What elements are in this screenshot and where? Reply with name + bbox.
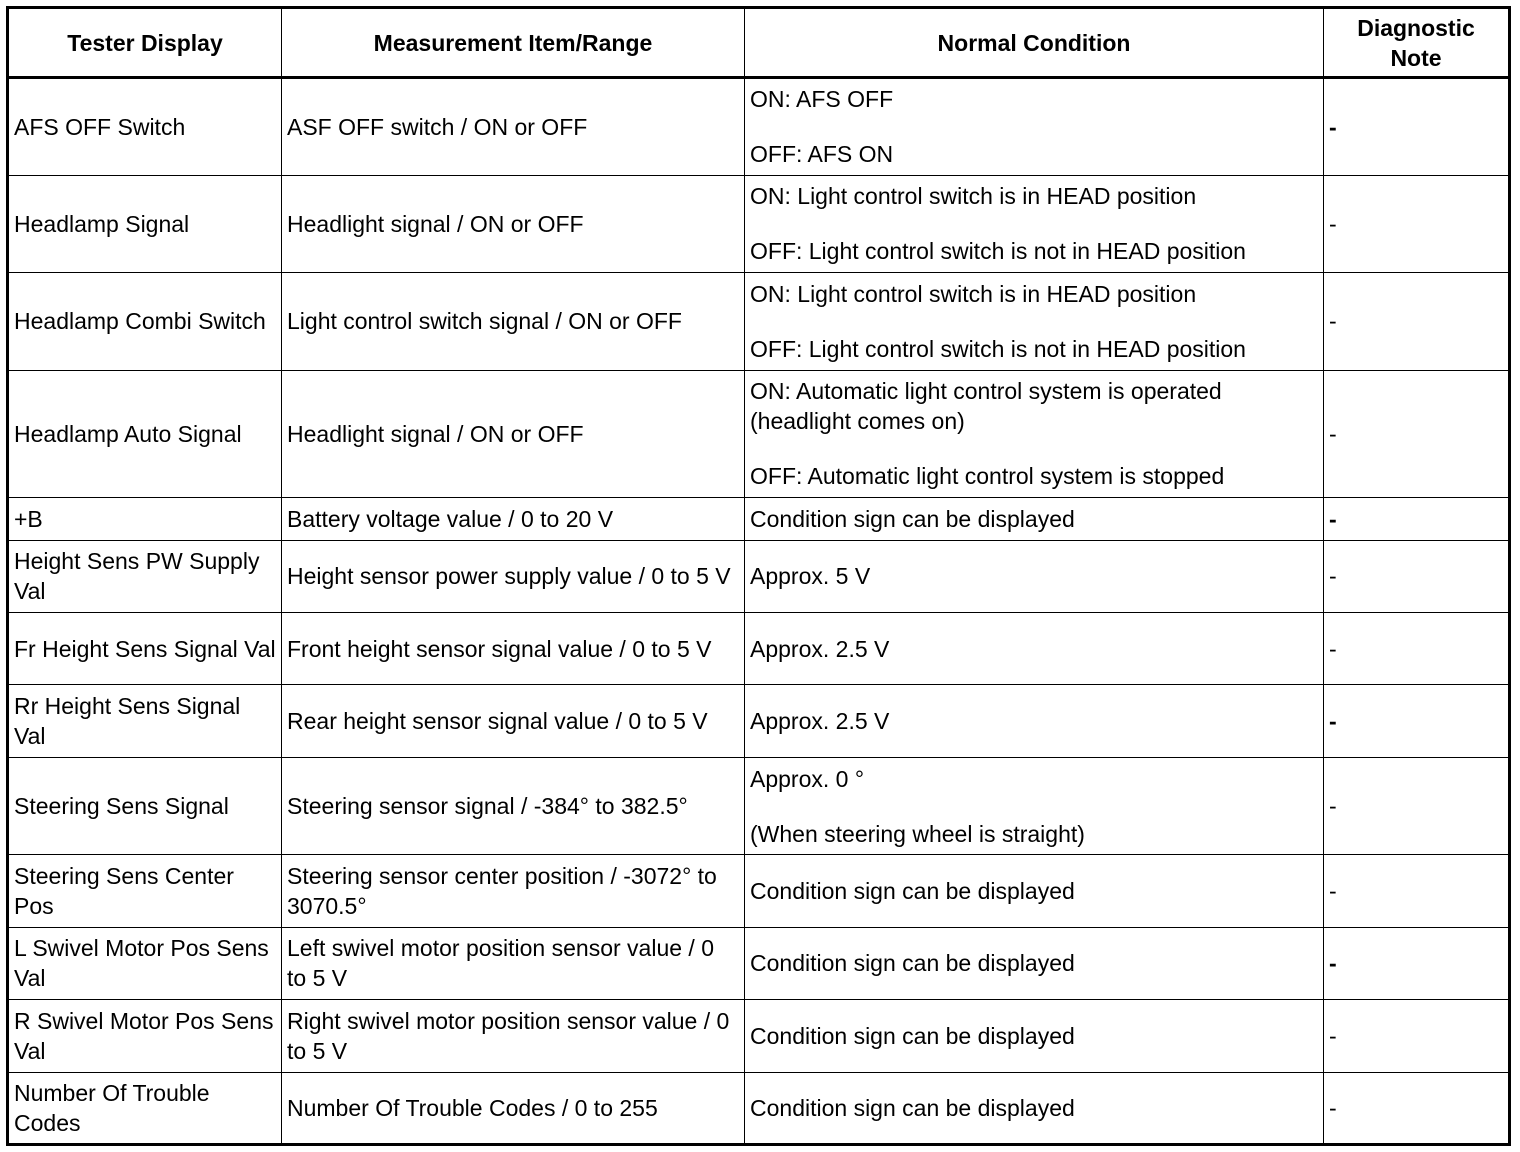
normal-condition-cell (745, 273, 1324, 371)
table-row (8, 927, 1510, 999)
condition-line: (When steering wheel is straight) (750, 820, 1085, 847)
header-row (8, 8, 1510, 78)
diagnostic-note-cell: - (1324, 370, 1510, 498)
measurement-cell: Battery voltage value / 0 to 20 V (282, 498, 745, 540)
condition-line: Approx. 0 ° (750, 765, 865, 792)
measurement-cell: Left swivel motor position sensor value / 0 to 5 V (282, 927, 745, 999)
tester-display-cell: Headlamp Signal (8, 175, 282, 273)
condition-line: Approx. 2.5 V (750, 635, 890, 662)
condition-line: ON: Light control switch is in HEAD position (750, 183, 1197, 210)
tester-display-cell: L Swivel Motor Pos Sens Val (8, 927, 282, 999)
tester-display-cell: Steering Sens Center Pos (8, 855, 282, 927)
normal-condition-cell (745, 855, 1324, 927)
normal-condition-cell (745, 612, 1324, 684)
normal-condition-cell (745, 757, 1324, 855)
condition-line: ON: Automatic light control system is operated (headlight comes on) (750, 378, 1222, 435)
tester-display-cell: Steering Sens Signal (8, 757, 282, 855)
diagnostic-note-cell: - (1324, 927, 1510, 999)
table-row (8, 1072, 1510, 1144)
condition-line: ON: AFS OFF (750, 86, 894, 113)
condition-line: Condition sign can be displayed (750, 505, 1075, 532)
measurement-cell: Light control switch signal / ON or OFF (282, 273, 745, 371)
table-row (8, 498, 1510, 540)
normal-condition-cell (745, 927, 1324, 999)
condition-line: Approx. 2.5 V (750, 708, 890, 735)
table-row (8, 685, 1510, 757)
header-diagnostic-note: Diagnostic Note (1324, 8, 1510, 78)
tester-display-cell: Rr Height Sens Signal Val (8, 685, 282, 757)
condition-line: OFF: Automatic light control system is stopped (750, 463, 1225, 490)
diagnostic-note-cell: - (1324, 540, 1510, 612)
tester-display-cell: R Swivel Motor Pos Sens Val (8, 1000, 282, 1072)
condition-line: OFF: Light control switch is not in HEAD position (750, 238, 1246, 265)
diagnostic-note-cell: - (1324, 498, 1510, 540)
diagnostic-note-cell: - (1324, 175, 1510, 273)
header-normal-condition: Normal Condition (745, 8, 1324, 78)
measurement-cell: Front height sensor signal value / 0 to 5 V (282, 612, 745, 684)
table-row (8, 78, 1510, 176)
condition-line: Condition sign can be displayed (750, 950, 1075, 977)
diagnostic-note-cell: - (1324, 1072, 1510, 1144)
diagnostic-note-cell: - (1324, 612, 1510, 684)
normal-condition-cell (745, 1072, 1324, 1144)
table-row (8, 273, 1510, 371)
condition-line: Condition sign can be displayed (750, 1094, 1075, 1121)
condition-line: OFF: AFS ON (750, 141, 894, 168)
measurement-cell: Headlight signal / ON or OFF (282, 175, 745, 273)
table-row (8, 612, 1510, 684)
measurement-cell: ASF OFF switch / ON or OFF (282, 78, 745, 176)
measurement-cell: Height sensor power supply value / 0 to 5 V (282, 540, 745, 612)
normal-condition-cell (745, 370, 1324, 498)
diagnostic-note-cell: - (1324, 1000, 1510, 1072)
normal-condition-cell (745, 498, 1324, 540)
table-row (8, 855, 1510, 927)
tester-display-cell: Headlamp Auto Signal (8, 370, 282, 498)
tester-display-cell: Number Of Trouble Codes (8, 1072, 282, 1144)
measurement-cell: Rear height sensor signal value / 0 to 5 V (282, 685, 745, 757)
diagnostic-note-cell: - (1324, 78, 1510, 176)
table-row (8, 370, 1510, 498)
normal-condition-cell (745, 685, 1324, 757)
diagnostic-note-cell: - (1324, 273, 1510, 371)
data-list-table (6, 6, 1511, 1146)
diagnostic-note-cell: - (1324, 685, 1510, 757)
diagnostic-note-cell: - (1324, 855, 1510, 927)
table-row (8, 757, 1510, 855)
normal-condition-cell (745, 175, 1324, 273)
measurement-cell: Steering sensor signal / -384° to 382.5° (282, 757, 745, 855)
tester-display-cell: AFS OFF Switch (8, 78, 282, 176)
condition-line: OFF: Light control switch is not in HEAD position (750, 335, 1246, 362)
condition-line: ON: Light control switch is in HEAD position (750, 280, 1197, 307)
condition-line: Approx. 5 V (750, 563, 871, 590)
tester-display-cell: Fr Height Sens Signal Val (8, 612, 282, 684)
tester-display-cell: Height Sens PW Supply Val (8, 540, 282, 612)
table-row (8, 175, 1510, 273)
measurement-cell: Number Of Trouble Codes / 0 to 255 (282, 1072, 745, 1144)
tester-display-cell: Headlamp Combi Switch (8, 273, 282, 371)
condition-line: Condition sign can be displayed (750, 1022, 1075, 1049)
table-row (8, 1000, 1510, 1072)
diagnostic-note-cell: - (1324, 757, 1510, 855)
table-row (8, 540, 1510, 612)
condition-line: Condition sign can be displayed (750, 878, 1075, 905)
normal-condition-cell (745, 78, 1324, 176)
normal-condition-cell (745, 540, 1324, 612)
measurement-cell: Right swivel motor position sensor value / 0 to 5 V (282, 1000, 745, 1072)
measurement-cell: Headlight signal / ON or OFF (282, 370, 745, 498)
measurement-cell: Steering sensor center position / -3072° to 3070.5° (282, 855, 745, 927)
header-tester-display: Tester Display (8, 8, 282, 78)
header-measurement-item: Measurement Item/Range (282, 8, 745, 78)
tester-display-cell: +B (8, 498, 282, 540)
normal-condition-cell (745, 1000, 1324, 1072)
